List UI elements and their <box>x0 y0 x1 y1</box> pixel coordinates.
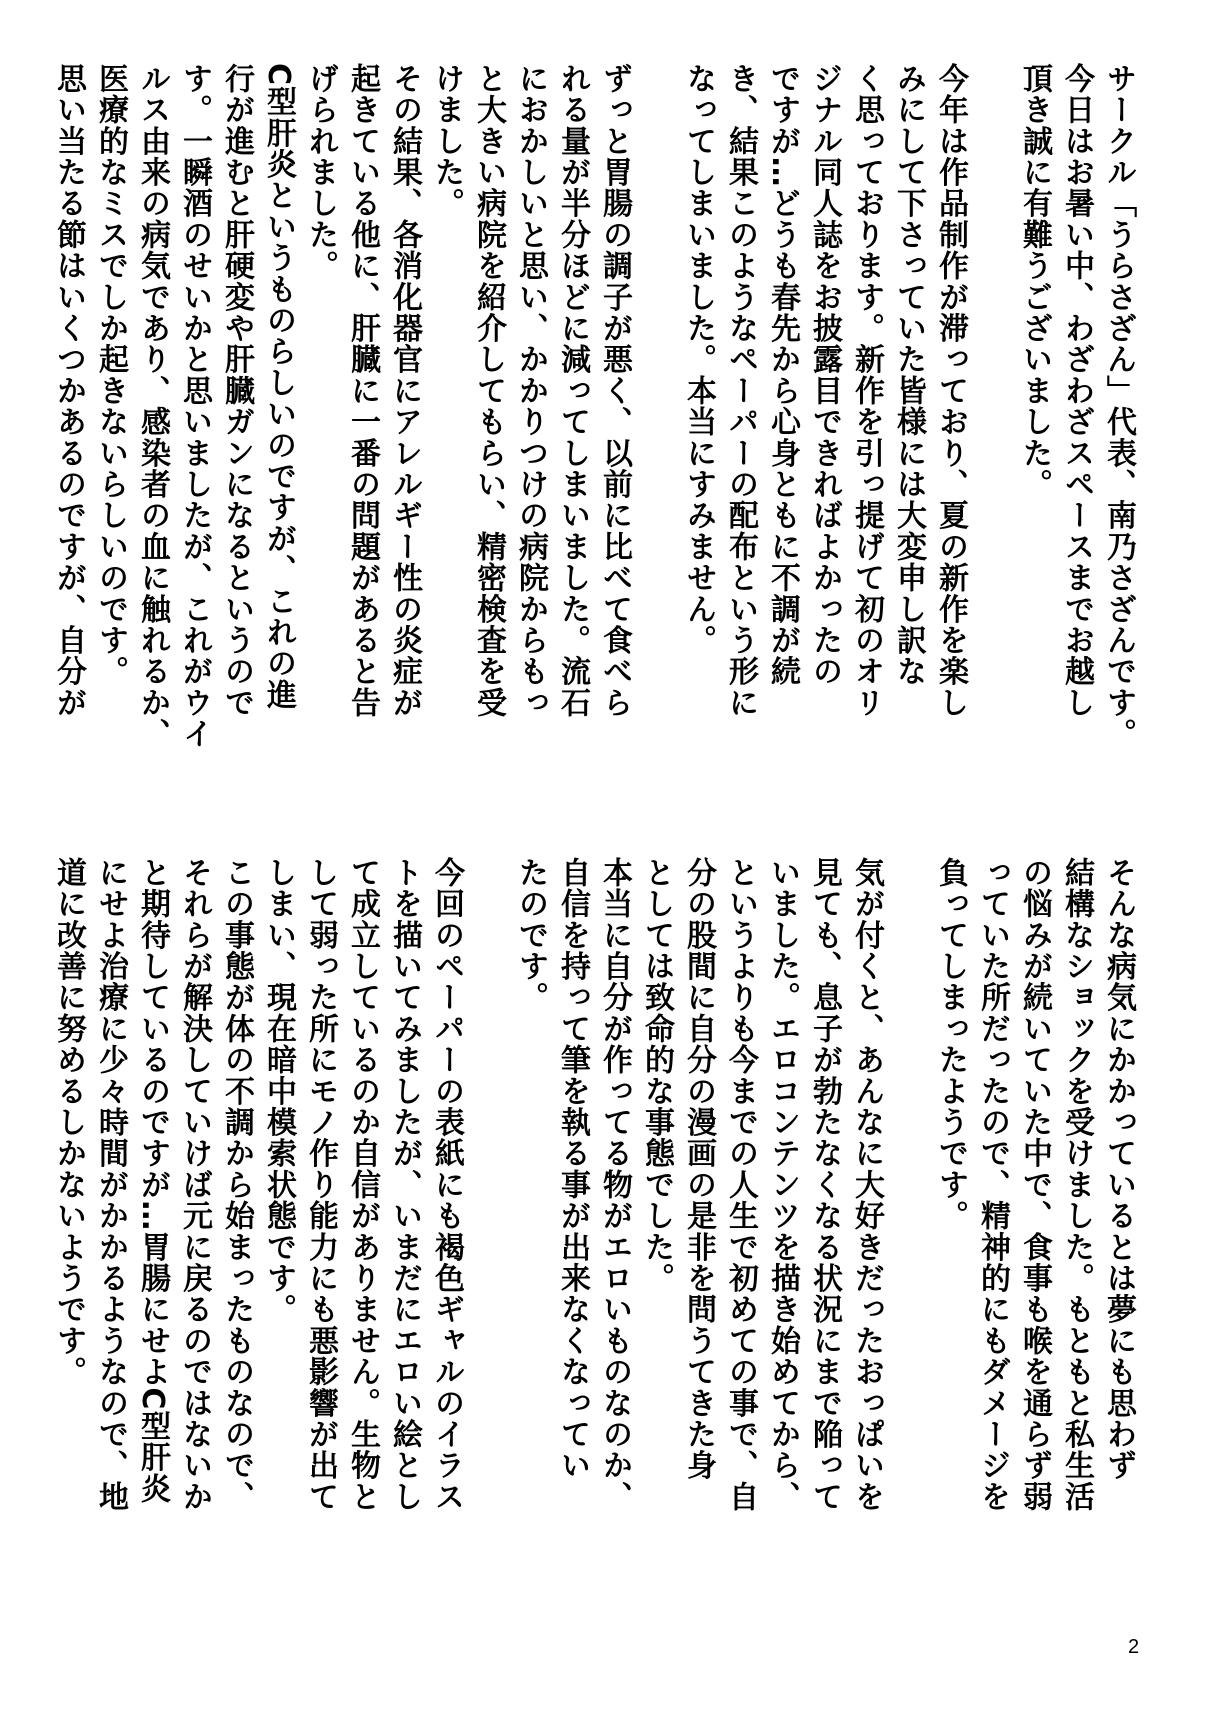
text-line: というよりも今までの人生で初めての事で、自 <box>723 857 758 1513</box>
text-line: そんな病気にかかっているとは夢にも思わず <box>1101 857 1136 1481</box>
text-line: なってしまいました。本当にすみません。 <box>681 63 716 656</box>
paragraph <box>509 857 887 1512</box>
text-line: と期待しているのですが…胃腸にせよC型肝炎 <box>135 857 170 1505</box>
text-line: におかしいと思い、かかりつけの病院からもっ <box>513 63 548 719</box>
text-line: それらが解決していけば元に戻るのではないか <box>177 857 212 1513</box>
text-line: 今回のペーパーの表紙にも褐色ギャルのイラス <box>429 857 464 1513</box>
paragraph <box>677 63 971 749</box>
text-line: 負ってしまったようです。 <box>933 857 968 1232</box>
text-line: 分の股間に自分の漫画の是非を問うてきた身 <box>681 857 716 1481</box>
text-line: ずっと胃腸の調子が悪く、以前に比べて食べら <box>597 63 632 719</box>
text-line: 起きている他に、肝臓に一番の問題があると告 <box>345 63 380 719</box>
text-line: れる量が半分ほどに減ってしまいました。流石 <box>555 63 590 719</box>
text-line: 結構なショックを受けました。もともと私生活 <box>1059 857 1094 1513</box>
paragraph <box>929 857 1139 1512</box>
text-line: の悩みが続いていた中で、食事も喉を通らず弱 <box>1017 857 1052 1513</box>
text-line: たのです。 <box>513 857 548 1013</box>
text-line: サークル「うらさざん」代表、南乃さざんです。 <box>1101 63 1136 750</box>
text-line: 今日はお暑い中、わざわざスペースまでお越し <box>1059 63 1094 719</box>
page-number: 2 <box>1128 1636 1140 1658</box>
text-line: にせよ治療に少々時間がかかるようなので、地 <box>93 857 128 1513</box>
text-line: 今年は作品制作が滞っており、夏の新作を楽し <box>933 63 968 719</box>
text-block-bottom <box>47 857 1139 1512</box>
text-line: 行が進むと肝硬変や肝臓ガンになるというので <box>219 63 254 719</box>
text-line: と大きい病院を紹介してもらい、精密検査を受 <box>471 63 506 719</box>
text-line: ジナル同人誌をお披露目できればよかったの <box>807 63 842 687</box>
paragraph-gap <box>971 63 1013 749</box>
text-line: く思っております。新作を引っ提げて初のオリ <box>849 63 884 719</box>
text-line: みにして下さっていた皆様には大変申し訳な <box>891 63 926 687</box>
text-line: き、結果このようなペーパーの配布という形に <box>723 63 758 719</box>
text-line: その結果、各消化器官にアレルギー性の炎症が <box>387 63 422 719</box>
text-line: て成立しているのか自信がありません。生物と <box>345 857 380 1513</box>
text-line: 思い当たる節はいくつかあるのですが、自分が <box>51 63 86 719</box>
text-line: としては致命的な事態でした。 <box>639 857 674 1294</box>
text-line: 頂き誠に有難うございました。 <box>1017 63 1052 500</box>
text-line: ルス由来の病気であり、感染者の血に触れるか、 <box>135 63 170 750</box>
text-line: げられました。 <box>303 63 338 282</box>
text-block-top <box>47 63 1139 749</box>
text-line: けました。 <box>429 63 464 219</box>
paragraph <box>1013 63 1139 749</box>
paragraph <box>47 63 635 749</box>
text-line: しまい、現在暗中模索状態です。 <box>261 857 296 1325</box>
text-line: ですが…どうも春先から心身ともに不調が続 <box>765 63 800 687</box>
text-line: 見ても、息子が勃たなくなる状況にまで陥って <box>807 857 842 1513</box>
text-line: トを描いてみましたが、いまだにエロい絵とし <box>387 857 422 1513</box>
paragraph-gap <box>887 857 929 1512</box>
paragraph-gap <box>467 857 509 1512</box>
text-line: して弱った所にモノ作り能力にも悪影響が出て <box>303 857 338 1513</box>
paragraph-gap <box>635 63 677 749</box>
text-line: 道に改善に努めるしかないようです。 <box>51 857 86 1388</box>
text-line: C型肝炎というものらしいのですが、これの進 <box>261 63 296 711</box>
text-line: っていた所だったので、精神的にもダメージを <box>975 857 1010 1513</box>
text-line: いました。エロコンテンツを描き始めてから、 <box>765 857 800 1513</box>
text-line: 医療的なミスでしか起きないらしいのです。 <box>93 63 128 687</box>
text-line: す。一瞬酒のせいかと思いましたが、これがウイ <box>177 63 212 750</box>
text-line: この事態が体の不調から始まったものなので、 <box>219 857 254 1513</box>
text-line: 自信を持って筆を執る事が出来なくなってい <box>555 857 590 1481</box>
text-line: 本当に自分が作ってる物がエロいものなのか、 <box>597 857 632 1513</box>
text-line: 気が付くと、あんなに大好きだったおっぱいを <box>849 857 884 1513</box>
paragraph <box>47 857 467 1512</box>
